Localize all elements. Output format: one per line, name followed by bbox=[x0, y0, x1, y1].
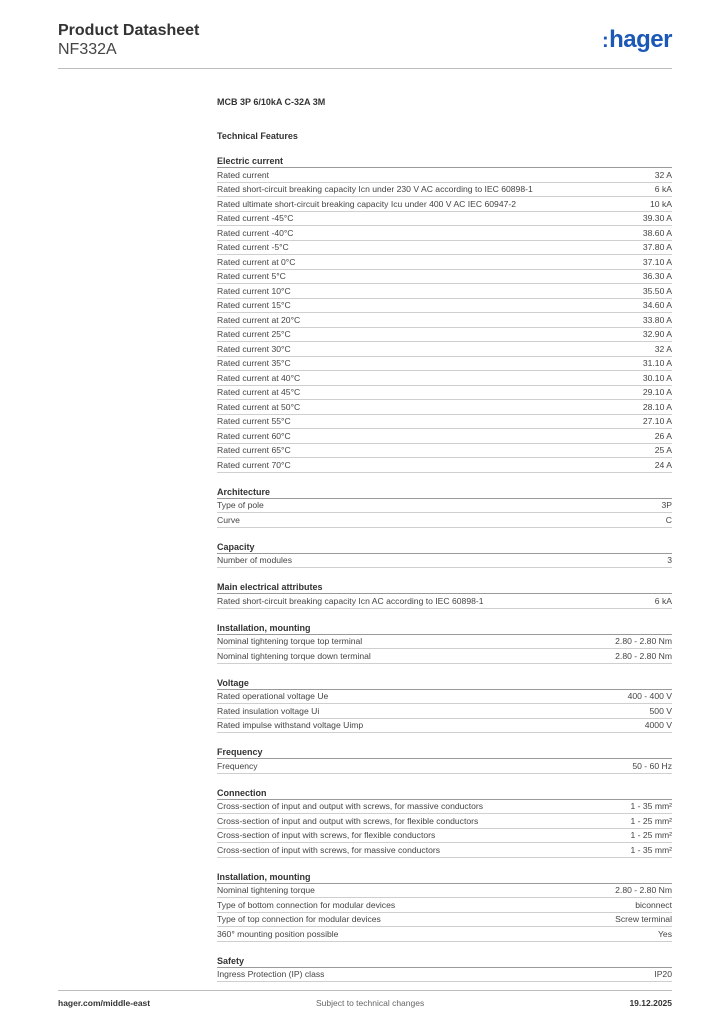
technical-features-title: Technical Features bbox=[217, 131, 298, 141]
spec-value: 1 - 35 mm² bbox=[630, 801, 672, 812]
spec-label: Rated current 35°C bbox=[217, 358, 291, 369]
spec-value: C bbox=[665, 514, 672, 525]
spec-label: Rated current 5°C bbox=[217, 271, 286, 282]
spec-value: 1 - 35 mm² bbox=[630, 844, 672, 855]
spec-label: Cross-section of input with screws, for massive conductors bbox=[217, 844, 441, 855]
spec-row bbox=[217, 843, 672, 858]
spec-value: 6 kA bbox=[654, 595, 672, 606]
spec-value: 24 A bbox=[654, 459, 672, 470]
spec-value: 37.80 A bbox=[642, 242, 672, 253]
feature-section bbox=[217, 155, 672, 473]
footer-disclaimer: Subject to technical changes bbox=[316, 998, 425, 1008]
spec-row bbox=[217, 968, 672, 983]
spec-label: Frequency bbox=[217, 760, 258, 771]
spec-label: Rated current 60°C bbox=[217, 430, 291, 441]
spec-row bbox=[217, 594, 672, 609]
spec-row bbox=[217, 284, 672, 299]
spec-label: Rated current -40°C bbox=[217, 227, 294, 238]
spec-label: Nominal tightening torque top terminal bbox=[217, 636, 363, 647]
spec-label: Rated current 30°C bbox=[217, 343, 291, 354]
spec-row bbox=[217, 927, 672, 942]
spec-row bbox=[217, 226, 672, 241]
spec-row bbox=[217, 444, 672, 459]
spec-row bbox=[217, 299, 672, 314]
spec-value: biconnect bbox=[635, 899, 672, 910]
spec-row bbox=[217, 357, 672, 372]
section-title: Architecture bbox=[217, 486, 672, 499]
spec-label: Ingress Protection (IP) class bbox=[217, 969, 325, 980]
spec-label: Rated current -45°C bbox=[217, 213, 294, 224]
spec-value: Screw terminal bbox=[615, 914, 672, 925]
datasheet-content bbox=[217, 96, 672, 982]
spec-label: Rated current at 40°C bbox=[217, 372, 301, 383]
spec-row bbox=[217, 212, 672, 227]
spec-label: Cross-section of input and output with screws, for flexible conductors bbox=[217, 815, 479, 826]
page-header bbox=[58, 20, 672, 70]
spec-row bbox=[217, 415, 672, 430]
spec-row bbox=[217, 270, 672, 285]
spec-value: 36.30 A bbox=[642, 271, 672, 282]
feature-section bbox=[217, 581, 672, 609]
feature-section bbox=[217, 955, 672, 983]
spec-value: 1 - 25 mm² bbox=[630, 815, 672, 826]
product-name: MCB 3P 6/10kA C-32A 3M bbox=[217, 97, 326, 107]
feature-section bbox=[217, 871, 672, 942]
spec-label: Rated current 25°C bbox=[217, 329, 291, 340]
spec-row bbox=[217, 499, 672, 514]
spec-label: Type of bottom connection for modular devices bbox=[217, 899, 396, 910]
feature-section bbox=[217, 541, 672, 569]
spec-row bbox=[217, 814, 672, 829]
section-title: Installation, mounting bbox=[217, 622, 672, 635]
spec-row bbox=[217, 635, 672, 650]
spec-label: Rated current 15°C bbox=[217, 300, 291, 311]
spec-label: Rated short-circuit breaking capacity Icn under 230 V AC according to IEC 60898-1 bbox=[217, 184, 533, 195]
section-title: Installation, mounting bbox=[217, 871, 672, 884]
section-title: Connection bbox=[217, 787, 672, 800]
document-title: Product Datasheet bbox=[58, 22, 200, 39]
spec-value: 34.60 A bbox=[642, 300, 672, 311]
feature-section bbox=[217, 486, 672, 528]
spec-value: Yes bbox=[657, 928, 672, 939]
spec-row bbox=[217, 429, 672, 444]
spec-value: 50 - 60 Hz bbox=[632, 760, 672, 771]
spec-label: Rated current 10°C bbox=[217, 285, 291, 296]
spec-value: 37.10 A bbox=[642, 256, 672, 267]
spec-value: 32 A bbox=[654, 169, 672, 180]
spec-value: 2.80 - 2.80 Nm bbox=[615, 650, 672, 661]
spec-value: 25 A bbox=[654, 445, 672, 456]
spec-value: 500 V bbox=[649, 705, 672, 716]
spec-label: Cross-section of input with screws, for flexible conductors bbox=[217, 830, 436, 841]
spec-value: 6 kA bbox=[654, 184, 672, 195]
spec-value: 3 bbox=[667, 555, 672, 566]
spec-label: Rated operational voltage Ue bbox=[217, 691, 329, 702]
spec-row bbox=[217, 649, 672, 664]
logo-dots: : bbox=[601, 30, 609, 52]
section-title: Electric current bbox=[217, 155, 672, 168]
spec-label: Nominal tightening torque bbox=[217, 885, 315, 896]
spec-label: Rated current -5°C bbox=[217, 242, 289, 253]
spec-label: Rated current 70°C bbox=[217, 459, 291, 470]
spec-value: 3P bbox=[661, 500, 672, 511]
spec-label: Curve bbox=[217, 514, 240, 525]
spec-row bbox=[217, 458, 672, 473]
header-divider bbox=[58, 68, 672, 69]
spec-value: 32.90 A bbox=[642, 329, 672, 340]
spec-row bbox=[217, 168, 672, 183]
spec-value: 29.10 A bbox=[642, 387, 672, 398]
spec-label: Rated current at 45°C bbox=[217, 387, 301, 398]
spec-label: Rated impulse withstand voltage Uimp bbox=[217, 720, 364, 731]
feature-section bbox=[217, 622, 672, 664]
spec-row bbox=[217, 704, 672, 719]
spec-label: Rated insulation voltage Ui bbox=[217, 705, 320, 716]
spec-row bbox=[217, 400, 672, 415]
spec-value: 38.60 A bbox=[642, 227, 672, 238]
spec-label: Type of top connection for modular devices bbox=[217, 914, 381, 925]
spec-row bbox=[217, 759, 672, 774]
spec-value: 28.10 A bbox=[642, 401, 672, 412]
spec-label: Rated current 65°C bbox=[217, 445, 291, 456]
section-title: Main electrical attributes bbox=[217, 581, 672, 594]
spec-label: Rated current at 50°C bbox=[217, 401, 301, 412]
footer-date: 19.12.2025 bbox=[629, 998, 672, 1008]
spec-label: Type of pole bbox=[217, 500, 264, 511]
spec-row bbox=[217, 719, 672, 734]
page-footer bbox=[58, 998, 672, 1010]
spec-row bbox=[217, 371, 672, 386]
spec-value: 400 - 400 V bbox=[627, 691, 672, 702]
feature-section bbox=[217, 677, 672, 734]
footer-website: hager.com/middle-east bbox=[58, 998, 151, 1008]
spec-row bbox=[217, 913, 672, 928]
spec-row bbox=[217, 513, 672, 528]
spec-label: Rated current at 0°C bbox=[217, 256, 296, 267]
spec-row bbox=[217, 313, 672, 328]
feature-section bbox=[217, 746, 672, 774]
spec-value: 31.10 A bbox=[642, 358, 672, 369]
spec-row bbox=[217, 328, 672, 343]
section-title: Voltage bbox=[217, 677, 672, 690]
spec-row bbox=[217, 554, 672, 569]
spec-label: Rated ultimate short-circuit breaking capacity Icu under 400 V AC IEC 60947-2 bbox=[217, 198, 517, 209]
spec-value: 2.80 - 2.80 Nm bbox=[615, 885, 672, 896]
spec-value: IP20 bbox=[654, 969, 672, 980]
spec-value: 1 - 25 mm² bbox=[630, 830, 672, 841]
spec-value: 39.30 A bbox=[642, 213, 672, 224]
spec-label: Rated current at 20°C bbox=[217, 314, 301, 325]
spec-row bbox=[217, 342, 672, 357]
footer-divider bbox=[58, 990, 672, 991]
spec-value: 10 kA bbox=[650, 198, 672, 209]
spec-row bbox=[217, 829, 672, 844]
feature-sections bbox=[217, 155, 672, 982]
spec-row bbox=[217, 241, 672, 256]
spec-value: 32 A bbox=[654, 343, 672, 354]
spec-row bbox=[217, 800, 672, 815]
spec-value: 27.10 A bbox=[642, 416, 672, 427]
spec-row bbox=[217, 898, 672, 913]
spec-value: 30.10 A bbox=[642, 372, 672, 383]
spec-value: 35.50 A bbox=[642, 285, 672, 296]
spec-label: Number of modules bbox=[217, 555, 292, 566]
spec-row bbox=[217, 386, 672, 401]
spec-row bbox=[217, 183, 672, 198]
spec-label: 360° mounting position possible bbox=[217, 928, 339, 939]
section-title: Frequency bbox=[217, 746, 672, 759]
spec-row bbox=[217, 690, 672, 705]
hager-logo bbox=[602, 26, 672, 54]
spec-label: Rated short-circuit breaking capacity Icn AC according to IEC 60898-1 bbox=[217, 595, 484, 606]
section-title: Safety bbox=[217, 955, 672, 968]
spec-label: Cross-section of input and output with screws, for massive conductors bbox=[217, 801, 484, 812]
spec-label: Nominal tightening torque down terminal bbox=[217, 650, 371, 661]
spec-row bbox=[217, 197, 672, 212]
spec-value: 26 A bbox=[654, 430, 672, 441]
spec-value: 2.80 - 2.80 Nm bbox=[615, 636, 672, 647]
spec-label: Rated current 55°C bbox=[217, 416, 291, 427]
section-title: Capacity bbox=[217, 541, 672, 554]
spec-label: Rated current bbox=[217, 169, 270, 180]
feature-section bbox=[217, 787, 672, 858]
spec-value: 4000 V bbox=[644, 720, 672, 731]
spec-value: 33.80 A bbox=[642, 314, 672, 325]
product-code: NF332A bbox=[58, 41, 117, 58]
spec-row bbox=[217, 255, 672, 270]
spec-row bbox=[217, 884, 672, 899]
logo-text: hager bbox=[609, 26, 672, 53]
